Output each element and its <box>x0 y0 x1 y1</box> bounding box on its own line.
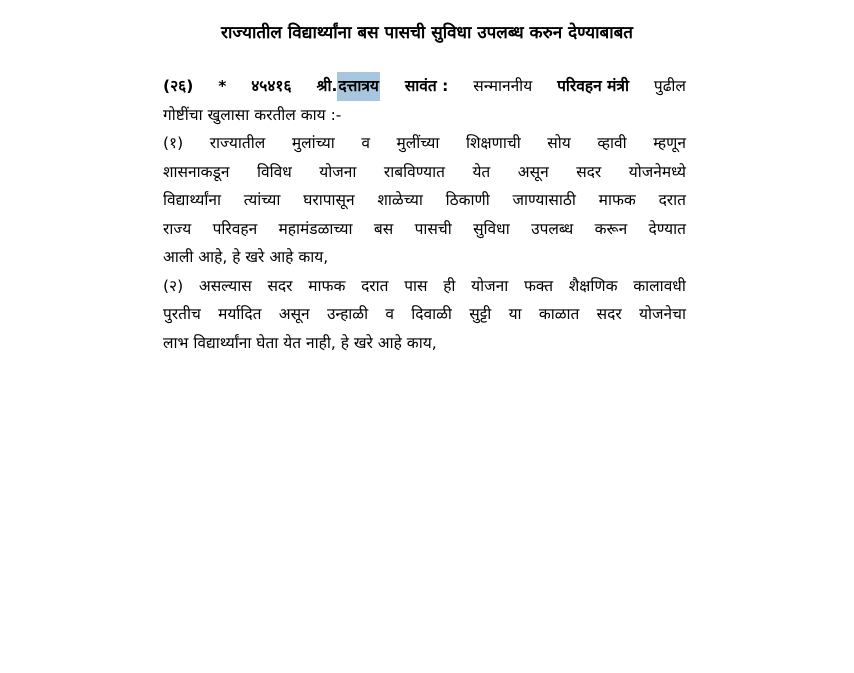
question-body <box>163 72 686 357</box>
intro-end: पुढील <box>653 77 686 95</box>
member-first-name-selected[interactable]: दत्तात्रय <box>337 72 380 101</box>
para2-line-1: (२) असल्यास सदर माफक दरात पास ही योजना फक्त शैक्षणिक कालावधी <box>163 276 686 295</box>
question-number: (२६) <box>163 77 194 95</box>
para1-line-2: शासनाकडून विविध योजना राबविण्यात येत असून सदर योजनेमध्ये <box>163 162 686 181</box>
document-title: राज्यातील विद्यार्थ्यांना बस पासची सुविधा उपलब्ध करुन देण्याबाबत <box>221 23 633 43</box>
para2-line-3: लाभ विद्यार्थ्यांना घेता येत नाही, हे खरे आहे काय, <box>163 333 437 352</box>
para1-line-1: (१) राज्यातील मुलांच्या व मुलींच्या शिक्षणाची सोय व्हावी म्हणून <box>163 134 686 152</box>
para2-line-2: पुरतीच मर्यादित असून उन्हाळी व दिवाळी सुट्टी या काळात सदर योजनेचा <box>163 305 686 323</box>
intro-line-2: गोष्टींचा खुलासा करतील काय :- <box>163 105 342 124</box>
member-last-name: सावंत : <box>404 77 449 95</box>
question-header-line <box>163 72 686 101</box>
member-name <box>316 72 379 101</box>
para1-line-4: राज्य परिवहन महामंडळाच्या बस पासची सुविधा उपलब्ध करून देण्यात <box>163 219 686 238</box>
starred-marker: * <box>218 77 227 95</box>
member-prefix: श्री. <box>316 77 338 95</box>
para1-line-3: विद्यार्थ्यांना त्यांच्या घरापासून शाळेच्या ठिकाणी जाण्यासाठी माफक दरात <box>163 191 686 209</box>
minister-title: परिवहन मंत्री <box>557 77 629 95</box>
addressed-to-prefix: सन्माननीय <box>473 77 533 95</box>
para1-line-5: आली आहे, हे खरे आहे काय, <box>163 248 329 266</box>
question-serial: ४५४१६ <box>251 77 292 95</box>
